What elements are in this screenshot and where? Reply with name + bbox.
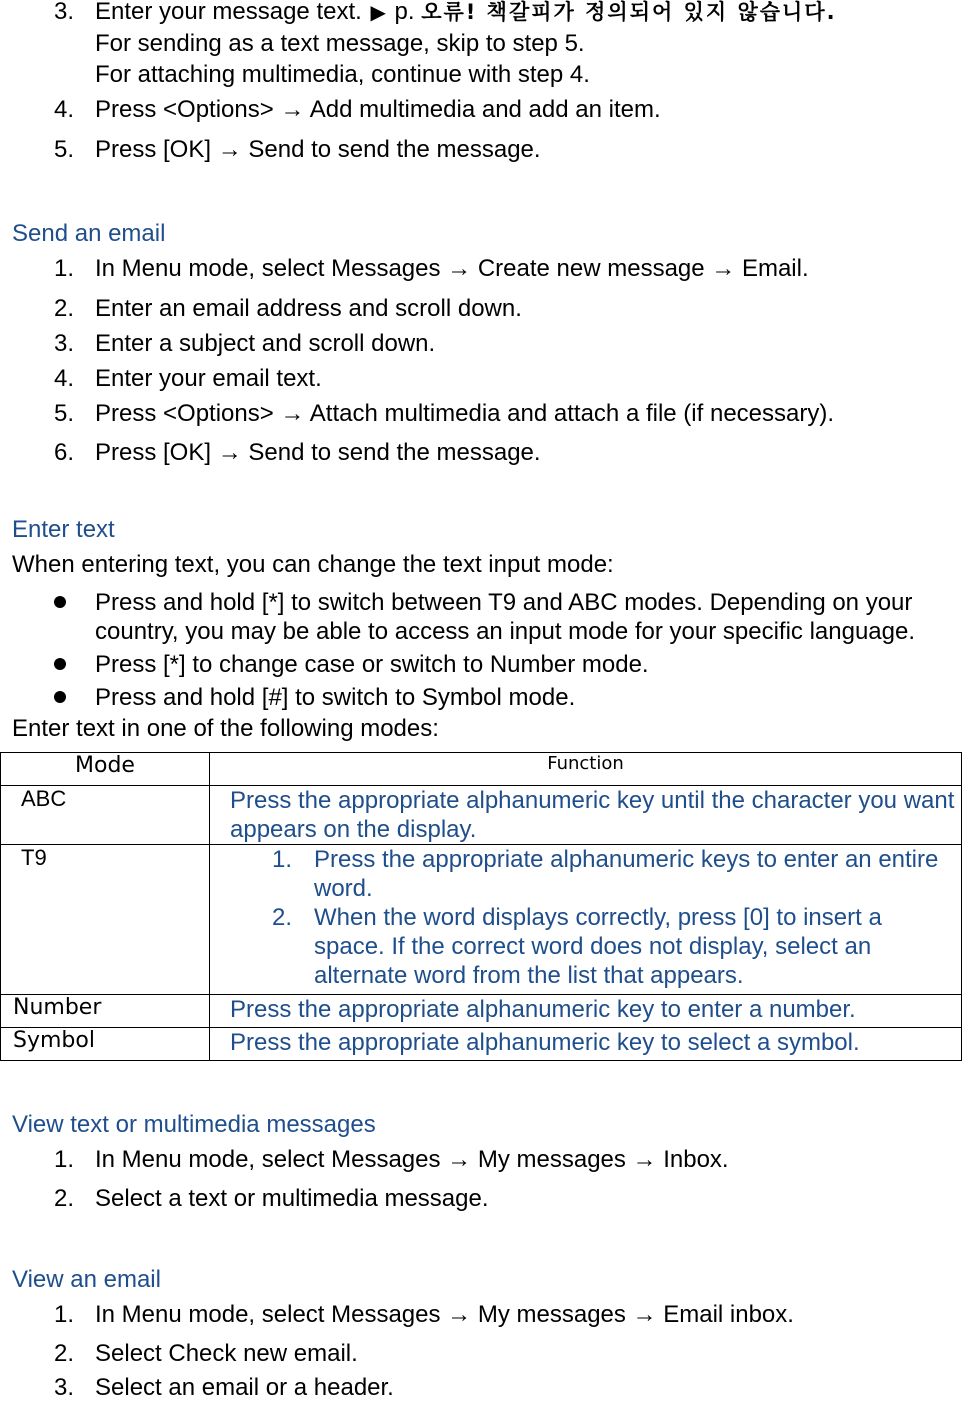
bullet-icon <box>54 691 66 703</box>
function-t9 <box>210 845 962 995</box>
input-modes-table <box>0 752 962 1061</box>
step-text: Press <Options> → Add multimedia and add an item. <box>95 96 661 123</box>
bullet-text: Press and hold [*] to switch between T9 and ABC modes. Depending on your country, you may be able to access an input mode for your specific language. <box>95 589 916 645</box>
section-heading-enter-text: Enter text <box>12 516 115 543</box>
step-number: 5. <box>54 400 75 427</box>
t9-steps <box>272 845 957 990</box>
t9-step-text: Press the appropriate alphanumeric keys to enter an entire word. <box>314 846 939 902</box>
step-text: Enter a subject and scroll down. <box>95 330 436 357</box>
section-heading-view-messages: View text or multimedia messages <box>12 1111 376 1138</box>
t9-step-number: 2. <box>272 904 293 931</box>
function-abc: Press the appropriate alphanumeric key until the character you want appears on the display. <box>210 786 962 845</box>
section-heading-view-email: View an email <box>12 1266 161 1293</box>
table-row <box>1 995 962 1028</box>
header-function: Function <box>210 753 962 786</box>
step-text: In Menu mode, select Messages → My messages → Email inbox. <box>95 1301 794 1328</box>
bullet-icon <box>54 596 66 608</box>
section-heading-send-email: Send an email <box>12 220 166 247</box>
play-arrow-icon: ▶ <box>370 0 386 24</box>
step-text: Press <Options> → Attach multimedia and attach a file (if necessary). <box>95 400 835 427</box>
step-text: Enter your email text. <box>95 365 322 392</box>
step-number: 2. <box>54 1340 75 1367</box>
table-header-row <box>1 753 962 786</box>
t9-step-text: When the word displays correctly, press [0] to insert a space. If the correct word does not display, select an alternate word from the list that appears. <box>314 904 882 989</box>
table-row <box>1 786 962 845</box>
step-text: Press [OK] → Send to send the message. <box>95 439 541 466</box>
bullet-icon <box>54 658 66 670</box>
step-number: 3. <box>54 330 75 357</box>
step-text: In Menu mode, select Messages → My messages → Inbox. <box>95 1146 729 1173</box>
step-text: Select Check new email. <box>95 1340 358 1367</box>
step-sub-text: For attaching multimedia, continue with step 4. <box>95 61 590 88</box>
enter-text-intro: When entering text, you can change the text input mode: <box>12 551 614 578</box>
step-number: 4. <box>54 365 75 392</box>
step-number: 1. <box>54 1146 75 1173</box>
bullet-text: Press [*] to change case or switch to Number mode. <box>95 651 649 678</box>
step-number: 5. <box>54 136 75 163</box>
step-text: Press [OK] → Send to send the message. <box>95 136 541 163</box>
t9-step-number: 1. <box>272 846 293 873</box>
step-number: 6. <box>54 439 75 466</box>
function-number: Press the appropriate alphanumeric key to enter a number. <box>210 995 962 1028</box>
t9-step <box>272 903 957 990</box>
mode-symbol: Symbol <box>1 1028 210 1061</box>
step-number: 2. <box>54 295 75 322</box>
page-ref-prefix: p. <box>394 0 415 25</box>
mode-t9: T9 <box>1 845 210 995</box>
function-symbol: Press the appropriate alphanumeric key to select a symbol. <box>210 1028 962 1061</box>
step-text: Enter an email address and scroll down. <box>95 295 522 322</box>
step-sub-text: For sending as a text message, skip to step 5. <box>95 30 585 57</box>
step-number: 3. <box>54 1374 75 1401</box>
step-text: In Menu mode, select Messages → Create new message → Email. <box>95 255 809 282</box>
table-intro: Enter text in one of the following modes: <box>12 715 439 742</box>
step-3-text: Enter your message text. <box>95 0 362 25</box>
step-number: 4. <box>54 96 75 123</box>
step-number: 1. <box>54 1301 75 1328</box>
step-text: Select an email or a header. <box>95 1374 394 1401</box>
t9-step <box>272 845 957 903</box>
mode-abc: ABC <box>1 786 210 845</box>
table-row <box>1 1028 962 1061</box>
step-number: 2. <box>54 1185 75 1212</box>
step-text: Select a text or multimedia message. <box>95 1185 489 1212</box>
header-mode: Mode <box>1 753 210 786</box>
step-text <box>95 0 837 26</box>
bookmark-error-text: 오류! 책갈피가 정의되어 있지 않습니다. <box>421 0 837 24</box>
step-number: 3. <box>54 0 75 25</box>
step-number: 1. <box>54 255 75 282</box>
bullet-text: Press and hold [#] to switch to Symbol mode. <box>95 684 576 711</box>
mode-number: Number <box>1 995 210 1028</box>
table-row <box>1 845 962 995</box>
